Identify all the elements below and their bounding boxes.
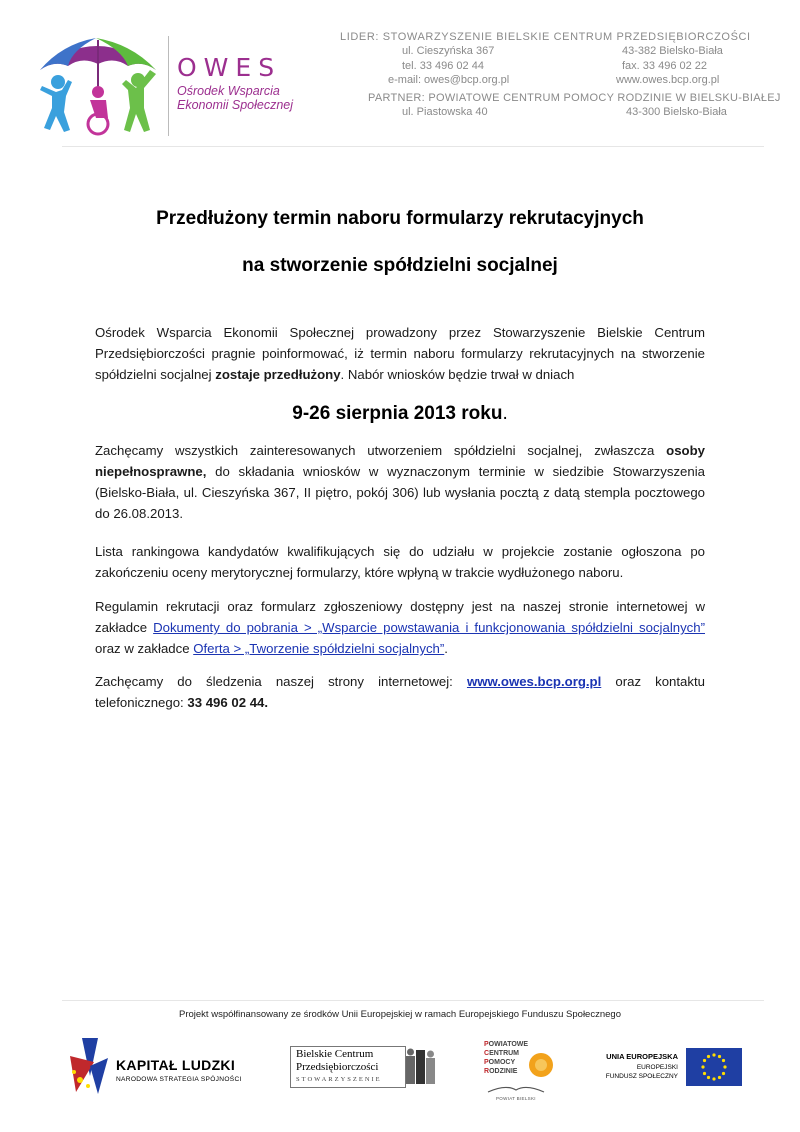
bcp-logo xyxy=(290,1046,440,1088)
eu-line2: EUROPEJSKI xyxy=(636,1064,678,1071)
partner-street: ul. Piastowska 40 xyxy=(402,105,488,118)
leader-city: 43-382 Bielsko-Biała xyxy=(622,45,723,58)
p1-text-b: . Nabór wniosków będzie trwał w dniach xyxy=(340,367,575,382)
pcpr-bottom-text: POWIAT BIELSKI xyxy=(496,1096,536,1101)
website-link[interactable]: www.owes.bcp.org.pl xyxy=(466,674,602,689)
p4-text-b: oraz w zakładce xyxy=(95,641,194,656)
dates-text: 9-26 sierpnia 2013 roku xyxy=(292,403,503,424)
pcpr-init-3: P xyxy=(484,1059,489,1066)
logo-subtitle-line1: Ośrodek Wsparcia xyxy=(177,84,280,98)
partner-address-row xyxy=(340,105,770,119)
pcpr-word-3: OMOCY xyxy=(488,1059,516,1066)
pcpr-text xyxy=(484,1040,528,1076)
eu-logo xyxy=(598,1046,742,1090)
kapital-ludzki-logo xyxy=(68,1036,258,1096)
pcpr-init-2: C xyxy=(484,1050,490,1057)
p4-text-a: Regulamin rekrutacji oraz formularz zgłoszeniowy dostępny jest na naszej stronie internetowej w zakładce xyxy=(95,599,705,635)
document-title-line2: na stworzenie spółdzielni socjalnej xyxy=(242,255,558,276)
leader-address-row xyxy=(340,44,770,58)
pcpr-word-1: OWIATOWE xyxy=(488,1041,529,1048)
logo-name: OWES xyxy=(177,53,282,82)
paragraph-contact xyxy=(95,671,705,713)
footer-cofinancing-note: Projekt współfinansowany ze środków Unii Europejskiej w ramach Europejskiego Funduszu Społecznego xyxy=(179,1009,621,1020)
pcpr-logo xyxy=(478,1036,558,1108)
p1-text-a: Ośrodek Wsparcia Ekonomii Społecznej prowadzony przez Stowarzyszenie Bielskie Centrum Przedsiębiorczości pragnie poinformować, iż termin naboru formularzy rekrutacyjnych na stworzenie spółdzielni socjalnej xyxy=(95,325,705,382)
pcpr-init-1: P xyxy=(484,1041,489,1048)
leader-tel: tel. 33 496 02 44 xyxy=(402,59,484,72)
header-contact-block xyxy=(340,30,781,119)
partner-city: 43-300 Bielsko-Biała xyxy=(626,105,727,118)
pcpr-word-4: ODZINIE xyxy=(489,1068,518,1075)
recruitment-dates xyxy=(80,403,720,425)
dates-period: . xyxy=(502,403,508,424)
contact-phone: 33 496 02 44. xyxy=(187,695,269,710)
p2-bold-disabled: osoby niepełnosprawne, xyxy=(95,443,705,479)
logo-separator xyxy=(168,36,169,136)
leader-title: LIDER: STOWARZYSZENIE BIELSKIE CENTRUM PRZEDSIĘBIORCZOŚCI xyxy=(340,31,751,43)
owes-logo-graphic xyxy=(32,30,164,138)
documents-download-link[interactable]: Dokumenty do pobrania > „Wsparcie powstawania i funkcjonowania spółdzielni socjalnych” xyxy=(153,620,705,635)
footer-divider xyxy=(62,1000,764,1001)
paragraph-invitation xyxy=(95,440,705,524)
bcp-line1: Bielskie Centrum xyxy=(296,1048,374,1060)
leader-email: e-mail: owes@bcp.org.pl xyxy=(388,74,510,87)
paragraph-documents xyxy=(95,596,705,659)
document-title-line1: Przedłużony termin naboru formularzy rekrutacyjnych xyxy=(156,208,644,229)
kapital-ludzki-title: KAPITAŁ LUDZKI xyxy=(116,1057,236,1073)
partner-title: PARTNER: POWIATOWE CENTRUM POMOCY RODZINIE W BIELSKU-BIAŁEJ xyxy=(368,91,781,104)
paragraph-intro xyxy=(95,322,705,385)
eu-line1: UNIA EUROPEJSKA xyxy=(606,1052,678,1061)
pcpr-init-4: R xyxy=(484,1068,490,1075)
leader-web: www.owes.bcp.org.pl xyxy=(616,74,720,87)
p5-text-b: oraz kontaktu telefonicznego: xyxy=(95,674,705,710)
pcpr-word-2: ENTRUM xyxy=(489,1050,520,1057)
bcp-people-icon xyxy=(404,1046,438,1086)
leader-phone-row xyxy=(340,59,770,73)
leader-street: ul. Cieszyńska 367 xyxy=(402,45,495,58)
logo-subtitle-line2: Ekonomii Społecznej xyxy=(177,98,294,112)
eu-line3: FUNDUSZ SPOŁECZNY xyxy=(605,1073,678,1080)
leader-fax: fax. 33 496 02 22 xyxy=(622,59,708,72)
leader-web-row xyxy=(340,73,770,87)
bcp-line3: STOWARZYSZENIE xyxy=(296,1076,382,1083)
pcpr-sun-icon xyxy=(526,1050,556,1080)
p5-text-a: Zachęcamy do śledzenia naszej strony internetowej: xyxy=(95,674,467,689)
owes-logo-text xyxy=(177,55,293,112)
offer-link[interactable]: Oferta > „Tworzenie spółdzielni socjalnych” xyxy=(193,641,445,656)
pcpr-hands-icon xyxy=(486,1082,546,1096)
p1-bold-extended: zostaje przedłużony xyxy=(215,367,341,382)
bcp-line2: Przedsiębiorczości xyxy=(296,1061,379,1073)
kapital-ludzki-subtitle: NARODOWA STRATEGIA SPÓJNOŚCI xyxy=(116,1076,242,1083)
p4-text-c: . xyxy=(444,641,448,656)
p2-text-a: Zachęcamy wszystkich zainteresowanych utworzeniem spółdzielni socjalnej, zwłaszcza xyxy=(95,443,667,458)
header-divider xyxy=(62,146,764,147)
p2-text-b: do składania wniosków w wyznaczonym terminie w siedzibie Stowarzyszenia (Bielsko-Biała, ul. Cieszyńska 367, II piętro, pokój 306) lub wysłania pocztą z datą stempla pocztowego do 26.08.2013. xyxy=(95,464,705,521)
umbrella-family-icon xyxy=(32,30,164,138)
paragraph-ranking: Lista rankingowa kandydatów kwalifikujących się do udziału w projekcie zostanie ogłoszona po zakończeniu oceny merytorycznej formularzy, które wpłyną w trakcie wydłużonego naboru. xyxy=(95,544,705,580)
kapital-ludzki-flag-icon xyxy=(68,1036,112,1096)
eu-flag-icon xyxy=(686,1048,742,1086)
